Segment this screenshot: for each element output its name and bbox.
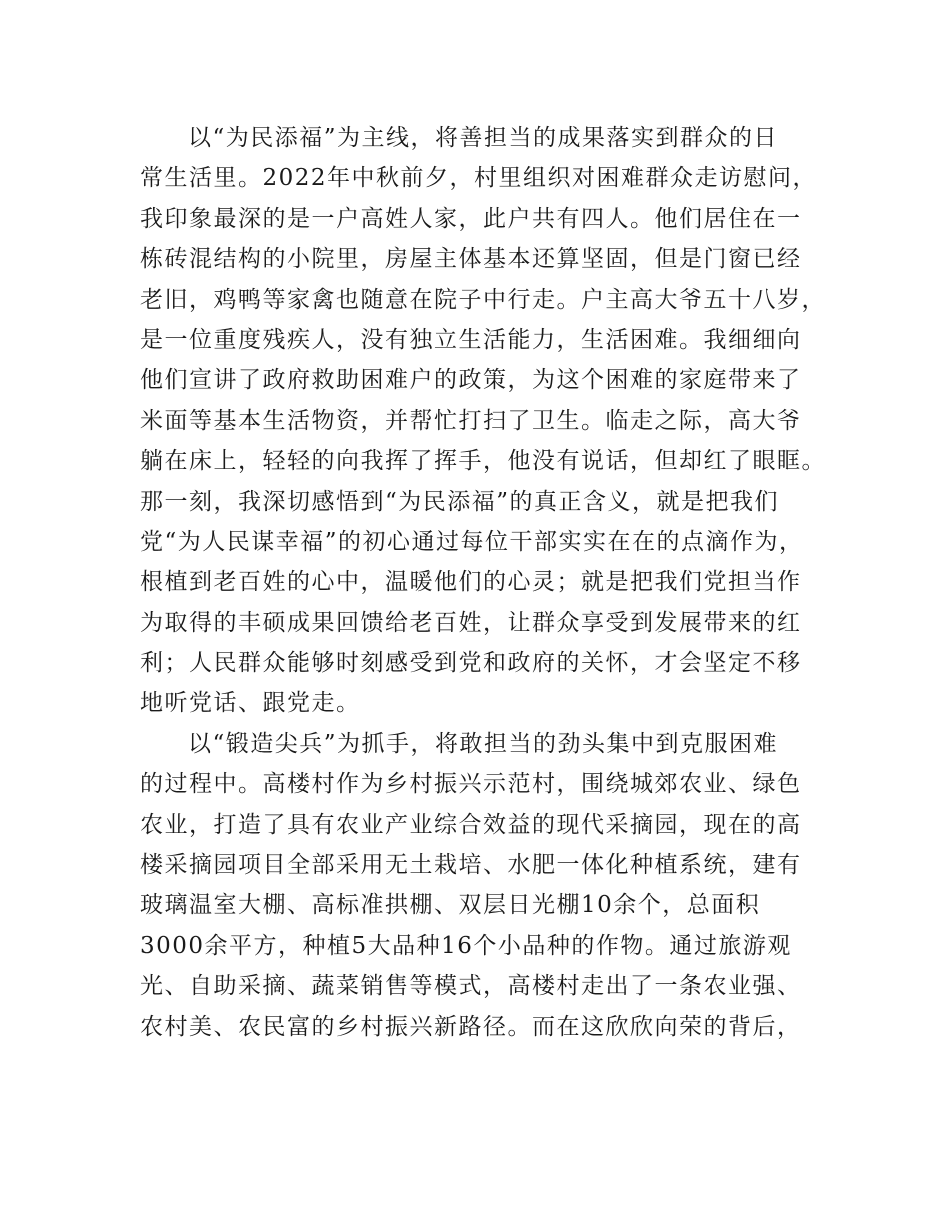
- paragraph-1: [140, 118, 830, 724]
- paragraph-line: 光、自助采摘、蔬菜销售等模式，高楼村走出了一条农业强、: [140, 973, 802, 1000]
- paragraph-2: [140, 724, 830, 1047]
- paragraph-line: 3000余平方，种植5大品种16个小品种的作物。通过旅游观: [140, 932, 792, 959]
- paragraph-line: 的过程中。高楼村作为乡村振兴示范村，围绕城郊农业、绿色: [140, 771, 802, 798]
- paragraph-line: 我印象最深的是一户高姓人家，此户共有四人。他们居住在一: [140, 205, 802, 232]
- paragraph-line: 躺在床上，轻轻的向我挥了挥手，他没有说话，但却红了眼眶。: [140, 448, 826, 475]
- paragraph-line: 他们宣讲了政府救助困难户的政策，为这个困难的家庭带来了: [140, 367, 802, 394]
- paragraph-line: 是一位重度残疾人，没有独立生活能力，生活困难。我细细向: [140, 326, 802, 353]
- paragraph-line: 楼采摘园项目全部采用无土栽培、水肥一体化种植系统，建有: [140, 852, 802, 879]
- paragraph-line: 地听党话、跟党走。: [140, 690, 361, 717]
- paragraph-line: 那一刻，我深切感悟到“为民添福”的真正含义，就是把我们: [140, 488, 780, 515]
- paragraph-line: 以“为民添福”为主线，将善担当的成果落实到群众的日: [188, 125, 779, 151]
- paragraph-line: 米面等基本生活物资，并帮忙打扫了卫生。临走之际，高大爷: [140, 407, 802, 434]
- paragraph-line: 常生活里。2022年中秋前夕，村里组织对困难群众走访慰问，: [140, 165, 818, 192]
- paragraph-line: 农村美、农民富的乡村振兴新路径。而在这欣欣向荣的背后，: [140, 1013, 802, 1040]
- paragraph-line: 栋砖混结构的小院里，房屋主体基本还算坚固，但是门窗已经: [140, 246, 802, 273]
- paragraph-line: 老旧，鸡鸭等家禽也随意在院子中行走。户主高大爷五十八岁，: [140, 286, 826, 313]
- paragraph-line: 为取得的丰硕成果回馈给老百姓，让群众享受到发展带来的红: [140, 609, 802, 636]
- paragraph-line: 利；人民群众能够时刻感受到党和政府的关怀，才会坚定不移: [140, 650, 802, 677]
- paragraph-line: 以“锻造尖兵”为抓手，将敢担当的劲头集中到克服困难: [188, 730, 779, 757]
- paragraph-line: 农业，打造了具有农业产业综合效益的现代采摘园，现在的高: [140, 811, 802, 838]
- document-body: [140, 118, 830, 1047]
- paragraph-line: 党“为人民谋幸福”的初心通过每位干部实实在在的点滴作为，: [140, 528, 804, 555]
- paragraph-line: 玻璃温室大棚、高标准拱棚、双层日光棚10余个，总面积: [140, 892, 761, 919]
- paragraph-line: 根植到老百姓的心中，温暖他们的心灵；就是把我们党担当作: [140, 569, 802, 596]
